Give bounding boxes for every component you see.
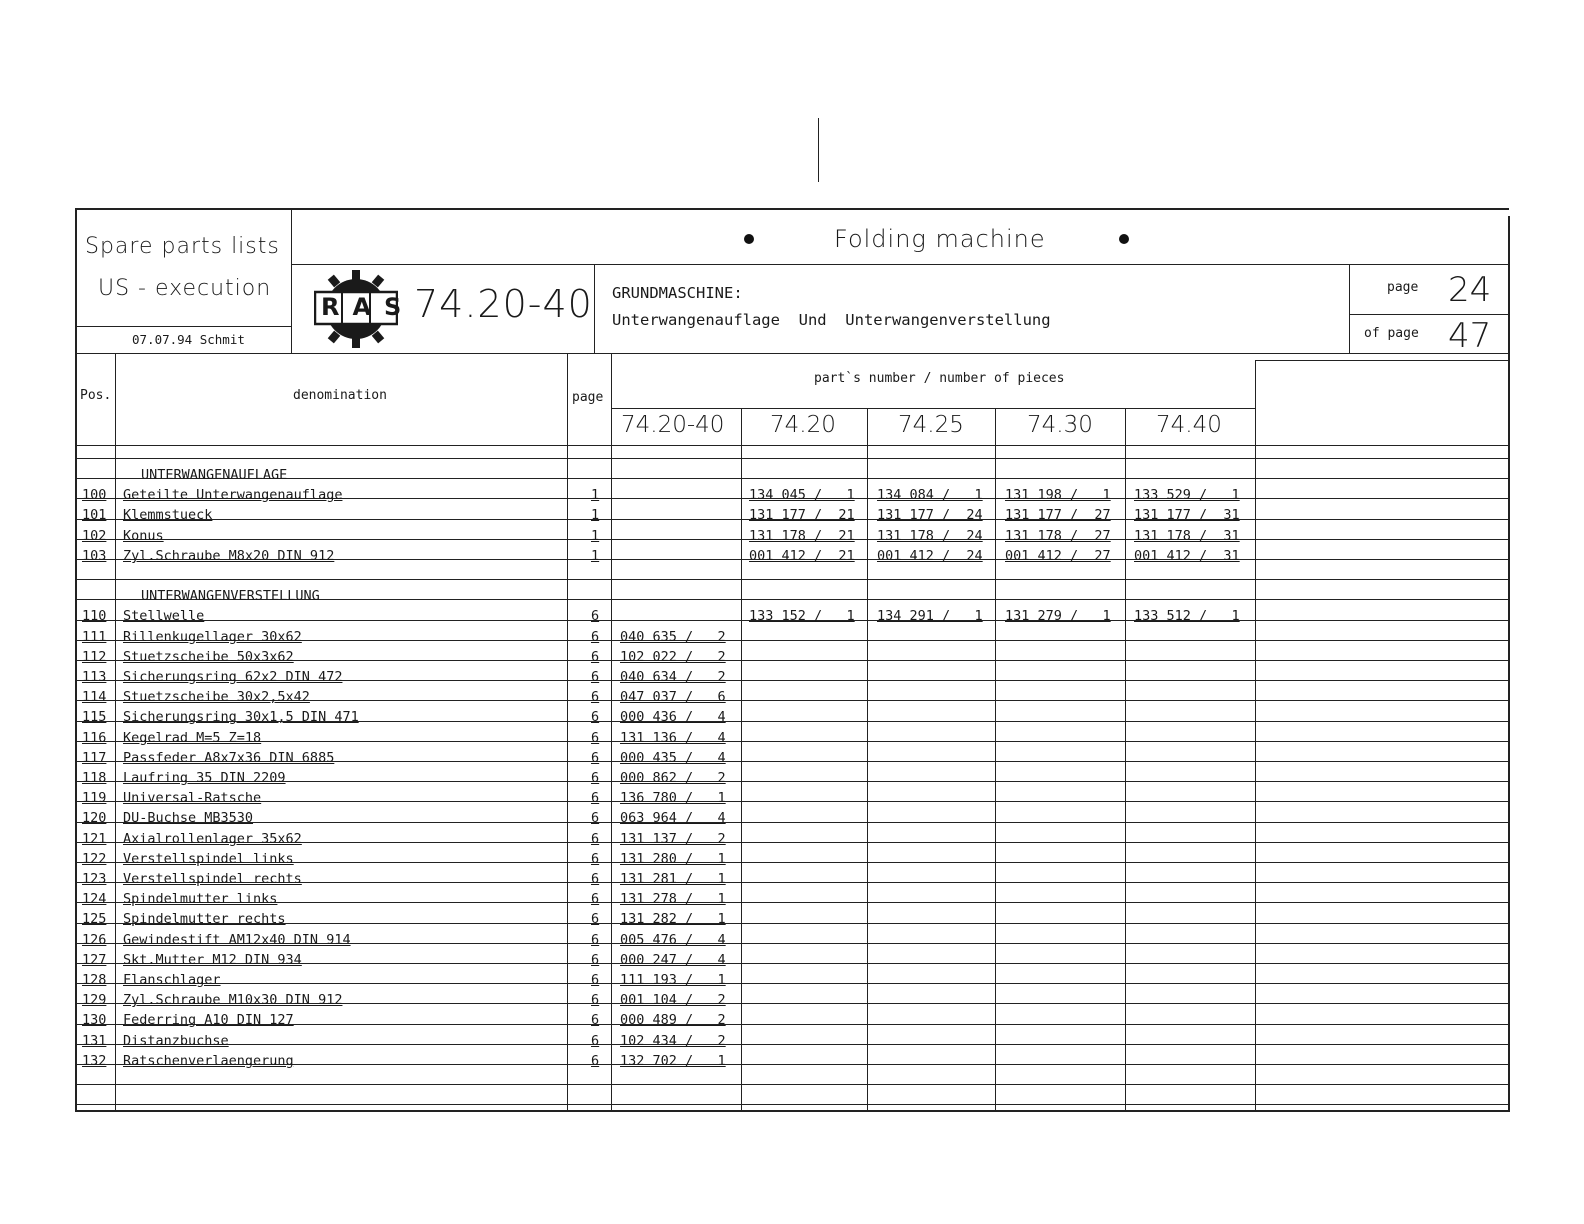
row-denomination: Laufring 35 DIN 2209: [123, 770, 286, 786]
table-row: [0, 810, 1584, 830]
part-number-cell: 001 412 / 24: [877, 548, 983, 564]
row-pos: 114: [82, 689, 107, 705]
part-number-cell: 111 193 / 1: [620, 972, 726, 988]
header-left-hline: [75, 326, 291, 327]
header-end-line: [75, 445, 1509, 446]
row-pos: 128: [82, 972, 107, 988]
table-row: [0, 1053, 1584, 1073]
row-page: 6: [591, 709, 600, 725]
models-hline: [611, 408, 1255, 409]
row-denomination: Zyl.Schraube M8x20 DIN 912: [123, 548, 335, 564]
row-pos: 126: [82, 932, 107, 948]
row-page: 6: [591, 730, 600, 746]
row-pos: 117: [82, 750, 107, 766]
header-divider: [291, 208, 292, 354]
row-page: 6: [591, 770, 600, 786]
model-col-2: 74.20: [770, 412, 836, 438]
model-col-1: 74.20-40: [621, 412, 725, 438]
row-page: 1: [591, 507, 600, 523]
header-bottom-right: [594, 353, 1509, 354]
row-denomination: Universal-Ratsche: [123, 790, 262, 806]
table-row: [0, 831, 1584, 851]
table-row: [0, 750, 1584, 770]
row-pos: 120: [82, 810, 107, 826]
row-line: [75, 458, 1509, 459]
group-subtitle: Unterwangenauflage Und Unterwangenverstellung: [612, 311, 1051, 329]
row-denomination: Stellwelle: [123, 608, 205, 624]
of-page-label: of page: [1364, 326, 1419, 341]
table-row: [0, 629, 1584, 649]
part-number-cell: 131 279 / 1: [1005, 608, 1111, 624]
section-heading: UNTERWANGENAUFLAGE: [141, 467, 288, 483]
model-col-3: 74.25: [898, 412, 964, 438]
row-denomination: Flanschlager: [123, 972, 221, 988]
row-page: 6: [591, 932, 600, 948]
part-number-cell: 000 489 / 2: [620, 1012, 726, 1028]
part-number-cell: 005 476 / 4: [620, 932, 726, 948]
row-page: 6: [591, 608, 600, 624]
part-number-cell: 000 436 / 4: [620, 709, 726, 725]
page-number: 24: [1448, 270, 1492, 310]
row-denomination: DU-Buchse MB3530: [123, 810, 254, 826]
bullet-right: [1119, 234, 1129, 244]
part-number-cell: 131 178 / 31: [1134, 528, 1240, 544]
part-number-cell: 131 282 / 1: [620, 911, 726, 927]
row-page: 6: [591, 649, 600, 665]
row-denomination: Geteilte Unterwangenauflage: [123, 487, 343, 503]
table-row: [0, 568, 1584, 588]
table-row: [0, 689, 1584, 709]
part-number-cell: 131 278 / 1: [620, 891, 726, 907]
row-denomination: Stuetzscheibe 30x2,5x42: [123, 689, 310, 705]
border-bottom: [75, 1110, 1510, 1112]
col-denomination: denomination: [293, 388, 387, 403]
table-row: [0, 528, 1584, 548]
col-parts-header: part`s number / number of pieces: [814, 371, 1065, 386]
header-hline: [291, 264, 1509, 265]
row-denomination: Zyl.Schraube M10x30 DIN 912: [123, 992, 343, 1008]
row-pos: 119: [82, 790, 107, 806]
row-denomination: Spindelmutter rechts: [123, 911, 286, 927]
part-number-cell: 131 177 / 31: [1134, 507, 1240, 523]
part-number-cell: 000 862 / 2: [620, 770, 726, 786]
page-box-bottom: [1255, 360, 1509, 361]
row-denomination: Konus: [123, 528, 164, 544]
row-page: 6: [591, 810, 600, 826]
page-box-hline: [1349, 314, 1509, 315]
part-number-cell: 131 177 / 27: [1005, 507, 1111, 523]
part-number-cell: 000 247 / 4: [620, 952, 726, 968]
row-denomination: Distanzbuchse: [123, 1033, 229, 1049]
table-row: [0, 1033, 1584, 1053]
part-number-cell: 131 177 / 24: [877, 507, 983, 523]
table-row: [0, 871, 1584, 891]
row-denomination: Sicherungsring 62x2 DIN 472: [123, 669, 343, 685]
page-label: page: [1387, 280, 1419, 295]
row-pos: 124: [82, 891, 107, 907]
part-number-cell: 001 412 / 27: [1005, 548, 1111, 564]
part-number-cell: 131 281 / 1: [620, 871, 726, 887]
part-number-cell: 063 964 / 4: [620, 810, 726, 826]
header-divider-2: [594, 264, 595, 354]
row-page: 6: [591, 689, 600, 705]
table-row: [0, 790, 1584, 810]
row-pos: 110: [82, 608, 107, 624]
part-number-cell: 131 178 / 27: [1005, 528, 1111, 544]
row-pos: 130: [82, 1012, 107, 1028]
part-number-cell: 001 412 / 31: [1134, 548, 1240, 564]
row-page: 6: [591, 750, 600, 766]
row-denomination: Ratschenverlaengerung: [123, 1053, 294, 1069]
row-page: 1: [591, 487, 600, 503]
col-pos: Pos.: [80, 388, 112, 403]
row-pos: 116: [82, 730, 107, 746]
registration-mark: [818, 118, 819, 182]
table-row: [0, 709, 1584, 729]
row-pos: 131: [82, 1033, 107, 1049]
table-row: [0, 891, 1584, 911]
header-divider-3: [1349, 264, 1350, 354]
row-pos: 101: [82, 507, 107, 523]
table-row: [0, 932, 1584, 952]
row-page: 6: [591, 891, 600, 907]
table-row: [0, 972, 1584, 992]
model-col-5: 74.40: [1156, 412, 1222, 438]
part-number-cell: 001 412 / 21: [749, 548, 855, 564]
row-denomination: Spindelmutter links: [123, 891, 278, 907]
row-page: 6: [591, 1033, 600, 1049]
row-denomination: Federring A10 DIN 127: [123, 1012, 294, 1028]
row-page: 1: [591, 548, 600, 564]
row-page: 1: [591, 528, 600, 544]
row-pos: 118: [82, 770, 107, 786]
table-row: [0, 911, 1584, 931]
row-page: 6: [591, 972, 600, 988]
row-page: 6: [591, 629, 600, 645]
row-pos: 103: [82, 548, 107, 564]
ras-logo-text: RAS: [321, 293, 415, 321]
part-number-cell: 040 635 / 2: [620, 629, 726, 645]
table-row: [0, 952, 1584, 972]
date-author: 07.07.94 Schmit: [132, 332, 245, 347]
table-row: [0, 507, 1584, 527]
bullet-left: [744, 234, 754, 244]
part-number-cell: 133 529 / 1: [1134, 487, 1240, 503]
row-pos: 127: [82, 952, 107, 968]
row-page: 6: [591, 831, 600, 847]
part-number-cell: 102 022 / 2: [620, 649, 726, 665]
part-number-cell: 001 104 / 2: [620, 992, 726, 1008]
row-pos: 113: [82, 669, 107, 685]
row-line: [75, 1104, 1509, 1105]
part-number-cell: 102 434 / 2: [620, 1033, 726, 1049]
table-row: [0, 649, 1584, 669]
part-number-cell: 134 045 / 1: [749, 487, 855, 503]
row-denomination: Verstellspindel links: [123, 851, 294, 867]
part-number-cell: 131 198 / 1: [1005, 487, 1111, 503]
title-line2: US - execution: [98, 276, 272, 301]
row-denomination: Verstellspindel rechts: [123, 871, 302, 887]
table-row: [0, 588, 1584, 608]
row-denomination: Kegelrad M=5 Z=18: [123, 730, 262, 746]
row-page: 6: [591, 851, 600, 867]
part-number-cell: 131 136 / 4: [620, 730, 726, 746]
table-row: [0, 487, 1584, 507]
row-pos: 102: [82, 528, 107, 544]
part-number-cell: 047 037 / 6: [620, 689, 726, 705]
model-col-4: 74.30: [1027, 412, 1093, 438]
part-number-cell: 131 280 / 1: [620, 851, 726, 867]
row-page: 6: [591, 911, 600, 927]
part-number-cell: 040 634 / 2: [620, 669, 726, 685]
part-number-cell: 133 152 / 1: [749, 608, 855, 624]
part-number-cell: 134 291 / 1: [877, 608, 983, 624]
row-pos: 125: [82, 911, 107, 927]
col-page: page: [572, 390, 604, 405]
part-number-cell: 131 178 / 24: [877, 528, 983, 544]
table-row: [0, 548, 1584, 568]
row-pos: 111: [82, 629, 107, 645]
row-page: 6: [591, 669, 600, 685]
header-bottom-left: [75, 353, 611, 354]
row-page: 6: [591, 952, 600, 968]
row-pos: 100: [82, 487, 107, 503]
row-pos: 112: [82, 649, 107, 665]
row-page: 6: [591, 871, 600, 887]
row-line: [75, 1084, 1509, 1085]
part-number-cell: 134 084 / 1: [877, 487, 983, 503]
row-page: 6: [591, 992, 600, 1008]
part-number-cell: 136 780 / 1: [620, 790, 726, 806]
part-number-cell: 131 178 / 21: [749, 528, 855, 544]
row-denomination: Passfeder A8x7x36 DIN 6885: [123, 750, 335, 766]
row-denomination: Klemmstueck: [123, 507, 213, 523]
machine-title: Folding machine: [834, 225, 1046, 253]
row-pos: 123: [82, 871, 107, 887]
section-heading: UNTERWANGENVERSTELLUNG: [141, 588, 320, 604]
part-number-cell: 132 702 / 1: [620, 1053, 726, 1069]
row-denomination: Stuetzscheibe 50x3x62: [123, 649, 294, 665]
row-pos: 129: [82, 992, 107, 1008]
ras-logo: [314, 268, 415, 350]
row-denomination: Gewindestift AM12x40 DIN 914: [123, 932, 351, 948]
table-row: [0, 669, 1584, 689]
part-number-cell: 131 177 / 21: [749, 507, 855, 523]
row-page: 6: [591, 790, 600, 806]
row-denomination: Skt.Mutter M12 DIN 934: [123, 952, 302, 968]
table-row: [0, 851, 1584, 871]
table-row: [0, 608, 1584, 628]
title-line1: Spare parts lists: [85, 234, 280, 259]
table-row: [0, 1012, 1584, 1032]
part-number-cell: 000 435 / 4: [620, 750, 726, 766]
row-denomination: Axialrollenlager 35x62: [123, 831, 302, 847]
row-page: 6: [591, 1012, 600, 1028]
row-denomination: Rillenkugellager 30x62: [123, 629, 302, 645]
row-pos: 122: [82, 851, 107, 867]
row-pos: 115: [82, 709, 107, 725]
table-row: [0, 770, 1584, 790]
row-page: 6: [591, 1053, 600, 1069]
table-row: [0, 467, 1584, 487]
group-title: GRUNDMASCHINE:: [612, 284, 743, 302]
row-denomination: Sicherungsring 30x1,5 DIN 471: [123, 709, 359, 725]
of-page-number: 47: [1448, 316, 1492, 356]
row-pos: 121: [82, 831, 107, 847]
part-number-cell: 131 137 / 2: [620, 831, 726, 847]
table-row: [0, 730, 1584, 750]
model-number: 74.20-40: [414, 282, 593, 326]
table-row: [0, 992, 1584, 1012]
part-number-cell: 133 512 / 1: [1134, 608, 1240, 624]
row-pos: 132: [82, 1053, 107, 1069]
